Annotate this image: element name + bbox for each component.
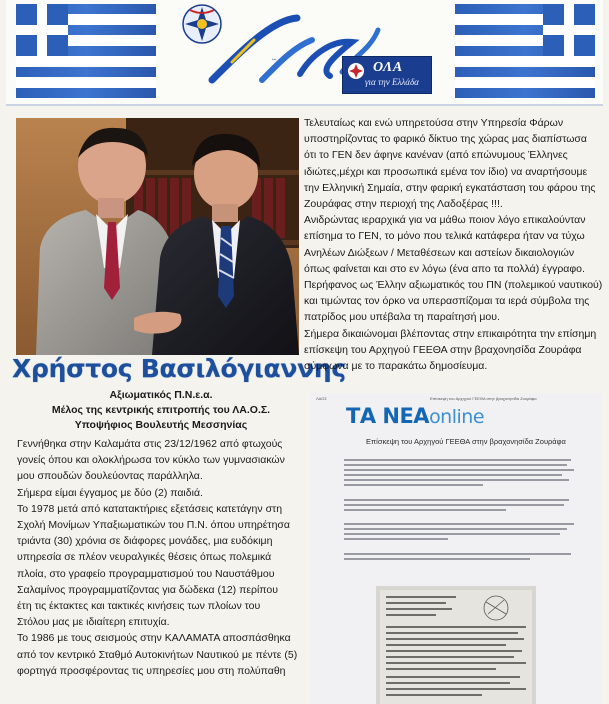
text-line: ιδιώτες,μέχρι και προσωπικά εμένα τον ίδιο) να αναρτήσουμε — [304, 165, 588, 178]
text-line: Γεννήθηκα στην Καλαμάτα στις 23/12/1962 από φτωχούς — [17, 438, 283, 450]
text-line: πλοία, στο γραφείο προγραμματισμού του Ναυστάθμου — [17, 567, 275, 580]
clipping-paragraph-lines — [344, 499, 576, 514]
biography-text-left — [17, 436, 304, 679]
paragraph — [17, 630, 304, 679]
caption-line: Αξιωματικός Π.Ν.ε.α. — [109, 389, 213, 401]
ta-nea-logo — [346, 404, 484, 428]
text-line: όπως φαίνεται και στο εν λόγω (ένα απο τα πολλά) έγγραφο. — [304, 262, 585, 275]
biography-text-right — [304, 115, 604, 374]
caption-line: Υποψήφιος Βουλευτής Μεσσηνίας — [74, 419, 248, 431]
text-line: Ανηλέων Διώξεων / Μεταθέσεων και αστείων δικαιολογιών — [304, 246, 575, 259]
text-line: επίσημα το ΓΕΝ, το μόνο που τελικά κατάφερα ήταν να τύχω — [304, 230, 585, 243]
text-line: Σήμερα είμαι έγγαμος με δύο (2) παιδιά. — [17, 486, 203, 499]
greek-flag-right-icon — [455, 4, 595, 98]
clipping-paragraph-lines — [344, 459, 576, 489]
paragraph — [17, 436, 304, 485]
text-line: ότι το ΓΕΝ δεν άφηνε κανέναν (από επώνυμους Έλληνες — [304, 149, 568, 162]
text-line: υπηρεσία σε πλέον νευραλγικές θέσεις όπως πολεμικά — [17, 551, 272, 564]
text-line: Σήμερα δικαιώνομαι βλέποντας στην επικαιρότητα την επίσημη — [304, 327, 597, 340]
text-line: Σαλαμίνος προγραμματίζοντας για δώδεκα (12) περίπου — [17, 583, 278, 596]
text-line: Ζουράφας στην περιοχή της Λαδοξέρας !!!. — [304, 198, 503, 211]
handshake-photo — [16, 118, 299, 355]
paragraph — [17, 485, 304, 501]
text-line: τριάντα (30) χρόνια σε διάφορες μονάδες, μια ευδόκιμη — [17, 535, 273, 548]
text-line: Σχολή Μονίμων Υπαξιωματικών του Π.Ν. όπου υπηρέτησα — [17, 519, 290, 532]
text-line: φορτηγά προσφέροντας τις υπηρεσίες μου στη πολύπαθη — [17, 664, 286, 677]
text-line: μου σπουδών δουλεύοντας παράλληλα. — [17, 470, 203, 483]
ta-nea-logo-main: ΤΑ ΝΕΑ — [346, 404, 430, 428]
text-line: υποστηρίζοντας το φαρικό δίκτυο της χώρας μας διαπίστωσα — [304, 133, 587, 146]
candidate-caption — [18, 388, 304, 433]
text-line: Περήφανος ως Έλλην αξιωματικός του ΠΝ (πολεμικού ναυτικού) — [304, 279, 603, 292]
clipping-paragraph-lines — [344, 523, 576, 543]
paragraph — [304, 115, 604, 212]
official-document-scan — [376, 586, 536, 704]
paragraph — [17, 501, 304, 631]
ola-title: ΟΛΑ — [373, 60, 403, 75]
clipping-headline: Επίσκεψη του Αρχηγού ΓΕΕΘΑ στην βραχονησίδα Ζουράφα — [366, 437, 566, 446]
text-line: από τον κεντρικό Σταθμό Αυτοκινήτων Ναυτικού με πέντε (5) — [17, 648, 298, 661]
greek-flag-left-icon — [16, 4, 156, 98]
text-line: γονείς όπου και ολοκλήρωσα τον κύκλο των γυμνασιακών — [17, 454, 285, 467]
ola-emblem-icon — [346, 61, 366, 81]
text-line: πατρίδος μου υπέβαλα τη παραίτησή μου. — [304, 311, 500, 324]
news-clipping — [310, 393, 602, 704]
ola-subtitle: για την Ελλάδα — [365, 77, 419, 87]
clipping-paragraph-lines — [344, 553, 576, 563]
text-line: Το 1986 με τους σεισμούς στην ΚΑΛΑΜΑΤΑ αποσπάσθηκα — [17, 632, 291, 645]
text-line: Τελευταίως και ενώ υπηρετούσα στην Υπηρεσία Φάρων — [304, 117, 564, 129]
paragraph — [304, 212, 604, 277]
ta-nea-logo-suffix: online — [429, 406, 485, 428]
text-line: σύμφωνα με το παρακάτω δημοσίευμα. — [304, 360, 488, 373]
paragraph — [304, 277, 604, 326]
text-line: Το 1978 μετά από κατατακτήριες εξετάσεις κατετάγην στη — [17, 502, 283, 515]
clipping-small-header: ΛΑΟΣ — [316, 396, 327, 401]
text-line: έτη τις έκτακτες και τακτικές κινήσεις των πλοίων του — [17, 600, 261, 613]
paragraph — [304, 326, 604, 375]
logo-word-text: Λαός — [272, 59, 277, 61]
text-line: και τιμώντας τον όρκο να υπερασπίζομαι τα ιερά σύμβολα της — [304, 295, 590, 308]
candidate-name: Χρήστος Βασιλόγιαννης — [12, 354, 346, 383]
ola-badge — [342, 56, 432, 94]
text-line: την Ελληνική Σημαία, στην φαρική εγκατάσταση του φάρου της — [304, 181, 596, 194]
text-line: Στόλου μας με ιδιαίτερη επιτυχία. — [17, 616, 170, 629]
photo-illustration — [16, 118, 299, 355]
text-line: επίσκεψη του Αρχηγού ΓΕΕΘΑ στην βραχονησίδα Ζουράφα — [304, 343, 582, 356]
masthead — [6, 0, 603, 106]
caption-line: Μέλος της κεντρικής επιτροπής του ΛΑ.Ο.Σ. — [51, 404, 271, 416]
clipping-small-header-2: Επίσκεψη του Αρχηγού ΓΕΕΘΑ στην βραχονησίδα Ζουράφα — [430, 396, 537, 401]
text-line: Ανιδρώντας ιεραρχικά για να μάθω ποιον λόγο επικαλούνταν — [304, 214, 586, 227]
